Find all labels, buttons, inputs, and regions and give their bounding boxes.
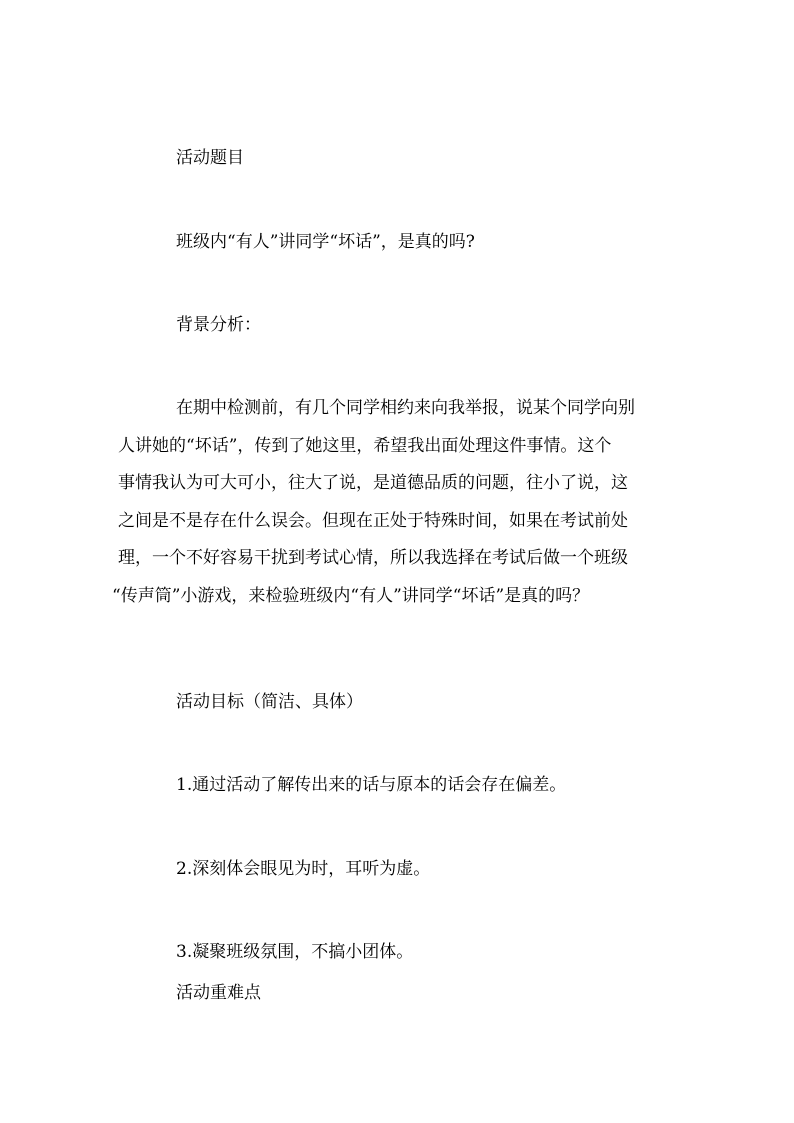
- topic-text: 班级内“有人”讲同学“坏话”，是真的吗?: [176, 232, 475, 252]
- background-line-1: 在期中检测前，有几个同学相约来向我举报，说某个同学向别: [176, 398, 635, 418]
- heading-topic: 活动题目: [176, 148, 244, 168]
- background-line-4: 之间是不是存在什么误会。但现在正处于特殊时间，如果在考试前处: [118, 510, 628, 531]
- background-line-3: 事情我认为可大可小，往大了说，是道德品质的问题，往小了说，这: [118, 473, 628, 493]
- goal-item-2: 2.深刻体会眼见为时，耳听为虚。: [176, 859, 431, 879]
- background-line-2: 人讲她的“坏话”，传到了她这里，希望我出面处理这件事情。这个: [118, 435, 612, 456]
- heading-keypoints: 活动重难点: [176, 983, 261, 1003]
- goal-item-3: 3.凝聚班级氛围，不搞小团体。: [176, 942, 414, 962]
- background-paragraph: [112, 398, 686, 623]
- background-line-5: 理，一个不好容易干扰到考试心情，所以我选择在考试后做一个班级: [118, 548, 628, 568]
- goal-item-1: 1.通过活动了解传出来的话与原本的话会存在偏差。: [176, 775, 567, 795]
- heading-goals: 活动目标（简洁、具体）: [176, 692, 363, 712]
- background-line-6: “传声筒”小游戏，来检验班级内“有人”讲同学“坏话”是真的吗？: [112, 585, 590, 606]
- heading-background: 背景分析：: [176, 315, 261, 335]
